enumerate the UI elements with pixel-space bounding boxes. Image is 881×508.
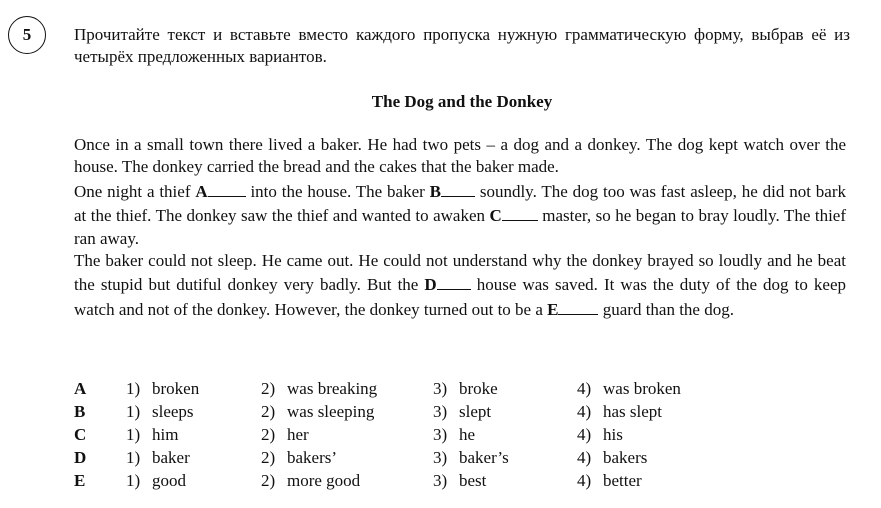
text-fragment: guard than the dog. bbox=[598, 299, 734, 319]
choice-number: 4) bbox=[577, 402, 592, 421]
option-row-b bbox=[74, 400, 737, 423]
option-letter: D bbox=[74, 448, 87, 467]
gap-label-c: C bbox=[489, 206, 502, 226]
option-choice[interactable] bbox=[126, 377, 261, 400]
choice-text: sleeps bbox=[152, 402, 194, 421]
choice-number: 4) bbox=[577, 471, 592, 490]
gap-label-a: A bbox=[195, 181, 208, 201]
option-letter: B bbox=[74, 402, 86, 421]
gap-label-d: D bbox=[424, 275, 437, 295]
option-letter: E bbox=[74, 471, 86, 490]
option-row-a bbox=[74, 377, 737, 400]
gap-blank-b bbox=[441, 179, 475, 197]
task-number: 5 bbox=[8, 16, 46, 54]
gap-blank-e bbox=[558, 297, 598, 315]
option-choice[interactable] bbox=[261, 469, 433, 492]
choice-text: has slept bbox=[603, 402, 663, 421]
choice-number: 1) bbox=[126, 379, 141, 398]
option-choice[interactable] bbox=[577, 446, 737, 469]
choice-text: him bbox=[152, 425, 179, 444]
paragraph-3 bbox=[74, 250, 846, 321]
choice-number: 3) bbox=[433, 425, 448, 444]
choice-number: 1) bbox=[126, 448, 141, 467]
gap-blank-d bbox=[437, 272, 471, 290]
text-title: The Dog and the Donkey bbox=[371, 92, 553, 111]
choice-number: 2) bbox=[261, 425, 276, 444]
option-choice[interactable] bbox=[433, 377, 577, 400]
text-fragment: house was saved. It was the duty of the dog to keep watch and not of the donkey. However, the donkey turned out to be a bbox=[74, 275, 846, 319]
option-choice[interactable] bbox=[261, 446, 433, 469]
paragraph-1: Once in a small town there lived a baker. He had two pets – a dog and a donkey. The dog kept watch over the house. The donkey carried the bread and the cakes that the baker made. bbox=[74, 135, 846, 177]
reading-text bbox=[74, 134, 846, 321]
option-choice[interactable] bbox=[433, 400, 577, 423]
choice-text: bakers’ bbox=[287, 448, 338, 467]
choice-text: broke bbox=[459, 379, 498, 398]
option-letter: C bbox=[74, 425, 87, 444]
choice-number: 3) bbox=[433, 402, 448, 421]
choice-number: 3) bbox=[433, 471, 448, 490]
answer-options bbox=[74, 377, 737, 492]
option-choice[interactable] bbox=[126, 400, 261, 423]
choice-text: bakers bbox=[603, 448, 648, 467]
choice-number: 4) bbox=[577, 448, 592, 467]
choice-text: good bbox=[152, 471, 186, 490]
text-fragment: The baker could not sleep. He came out. He could not understand why the donkey brayed so loudly and he beat the stupid but dutiful donkey very badly. But the bbox=[74, 251, 846, 295]
option-choice[interactable] bbox=[126, 469, 261, 492]
choice-text: was sleeping bbox=[287, 402, 375, 421]
option-choice[interactable] bbox=[433, 469, 577, 492]
choice-number: 1) bbox=[126, 471, 141, 490]
option-letter: A bbox=[74, 379, 87, 398]
gap-blank-a bbox=[208, 179, 246, 197]
option-choice[interactable] bbox=[126, 446, 261, 469]
option-choice[interactable] bbox=[261, 423, 433, 446]
option-choice[interactable] bbox=[577, 469, 737, 492]
choice-text: baker’s bbox=[459, 448, 509, 467]
choice-text: better bbox=[603, 471, 642, 490]
text-fragment: into the house. The baker bbox=[245, 181, 430, 201]
text-fragment: soundly. The dog too was fast asleep, he did not bark at the thief. The donkey saw the thief and wanted to awaken bbox=[74, 181, 846, 226]
choice-text: more good bbox=[287, 471, 361, 490]
choice-text: his bbox=[603, 425, 623, 444]
choice-number: 3) bbox=[433, 448, 448, 467]
option-choice[interactable] bbox=[433, 446, 577, 469]
choice-text: was broken bbox=[603, 379, 681, 398]
text-fragment: One night a thief bbox=[74, 181, 196, 201]
option-choice[interactable] bbox=[577, 423, 737, 446]
choice-text: was breaking bbox=[287, 379, 378, 398]
choice-number: 3) bbox=[433, 379, 448, 398]
gap-label-b: B bbox=[429, 181, 441, 201]
paragraph-2 bbox=[74, 179, 846, 250]
option-choice[interactable] bbox=[261, 400, 433, 423]
option-row-e bbox=[74, 469, 737, 492]
gap-label-e: E bbox=[547, 299, 559, 319]
option-choice[interactable] bbox=[433, 423, 577, 446]
choice-number: 4) bbox=[577, 425, 592, 444]
choice-number: 2) bbox=[261, 471, 276, 490]
choice-text: broken bbox=[152, 379, 200, 398]
option-choice[interactable] bbox=[126, 423, 261, 446]
choice-number: 1) bbox=[126, 402, 141, 421]
choice-number: 2) bbox=[261, 448, 276, 467]
option-row-d bbox=[74, 446, 737, 469]
option-choice[interactable] bbox=[577, 377, 737, 400]
choice-number: 2) bbox=[261, 402, 276, 421]
instruction-text: Прочитайте текст и вставьте вместо каждого пропуска нужную грамматическую форму, выбрав её из четырёх предложенных вариантов. bbox=[74, 25, 850, 66]
choice-text: her bbox=[287, 425, 309, 444]
choice-text: baker bbox=[152, 448, 190, 467]
choice-number: 4) bbox=[577, 379, 592, 398]
option-choice[interactable] bbox=[577, 400, 737, 423]
choice-text: he bbox=[459, 425, 476, 444]
gap-blank-c bbox=[502, 203, 538, 221]
choice-number: 2) bbox=[261, 379, 276, 398]
option-row-c bbox=[74, 423, 737, 446]
choice-text: slept bbox=[459, 402, 492, 421]
option-choice[interactable] bbox=[261, 377, 433, 400]
choice-text: best bbox=[459, 471, 487, 490]
choice-number: 1) bbox=[126, 425, 141, 444]
text-fragment: master, so he began to bray loudly. The thief ran away. bbox=[74, 206, 846, 248]
